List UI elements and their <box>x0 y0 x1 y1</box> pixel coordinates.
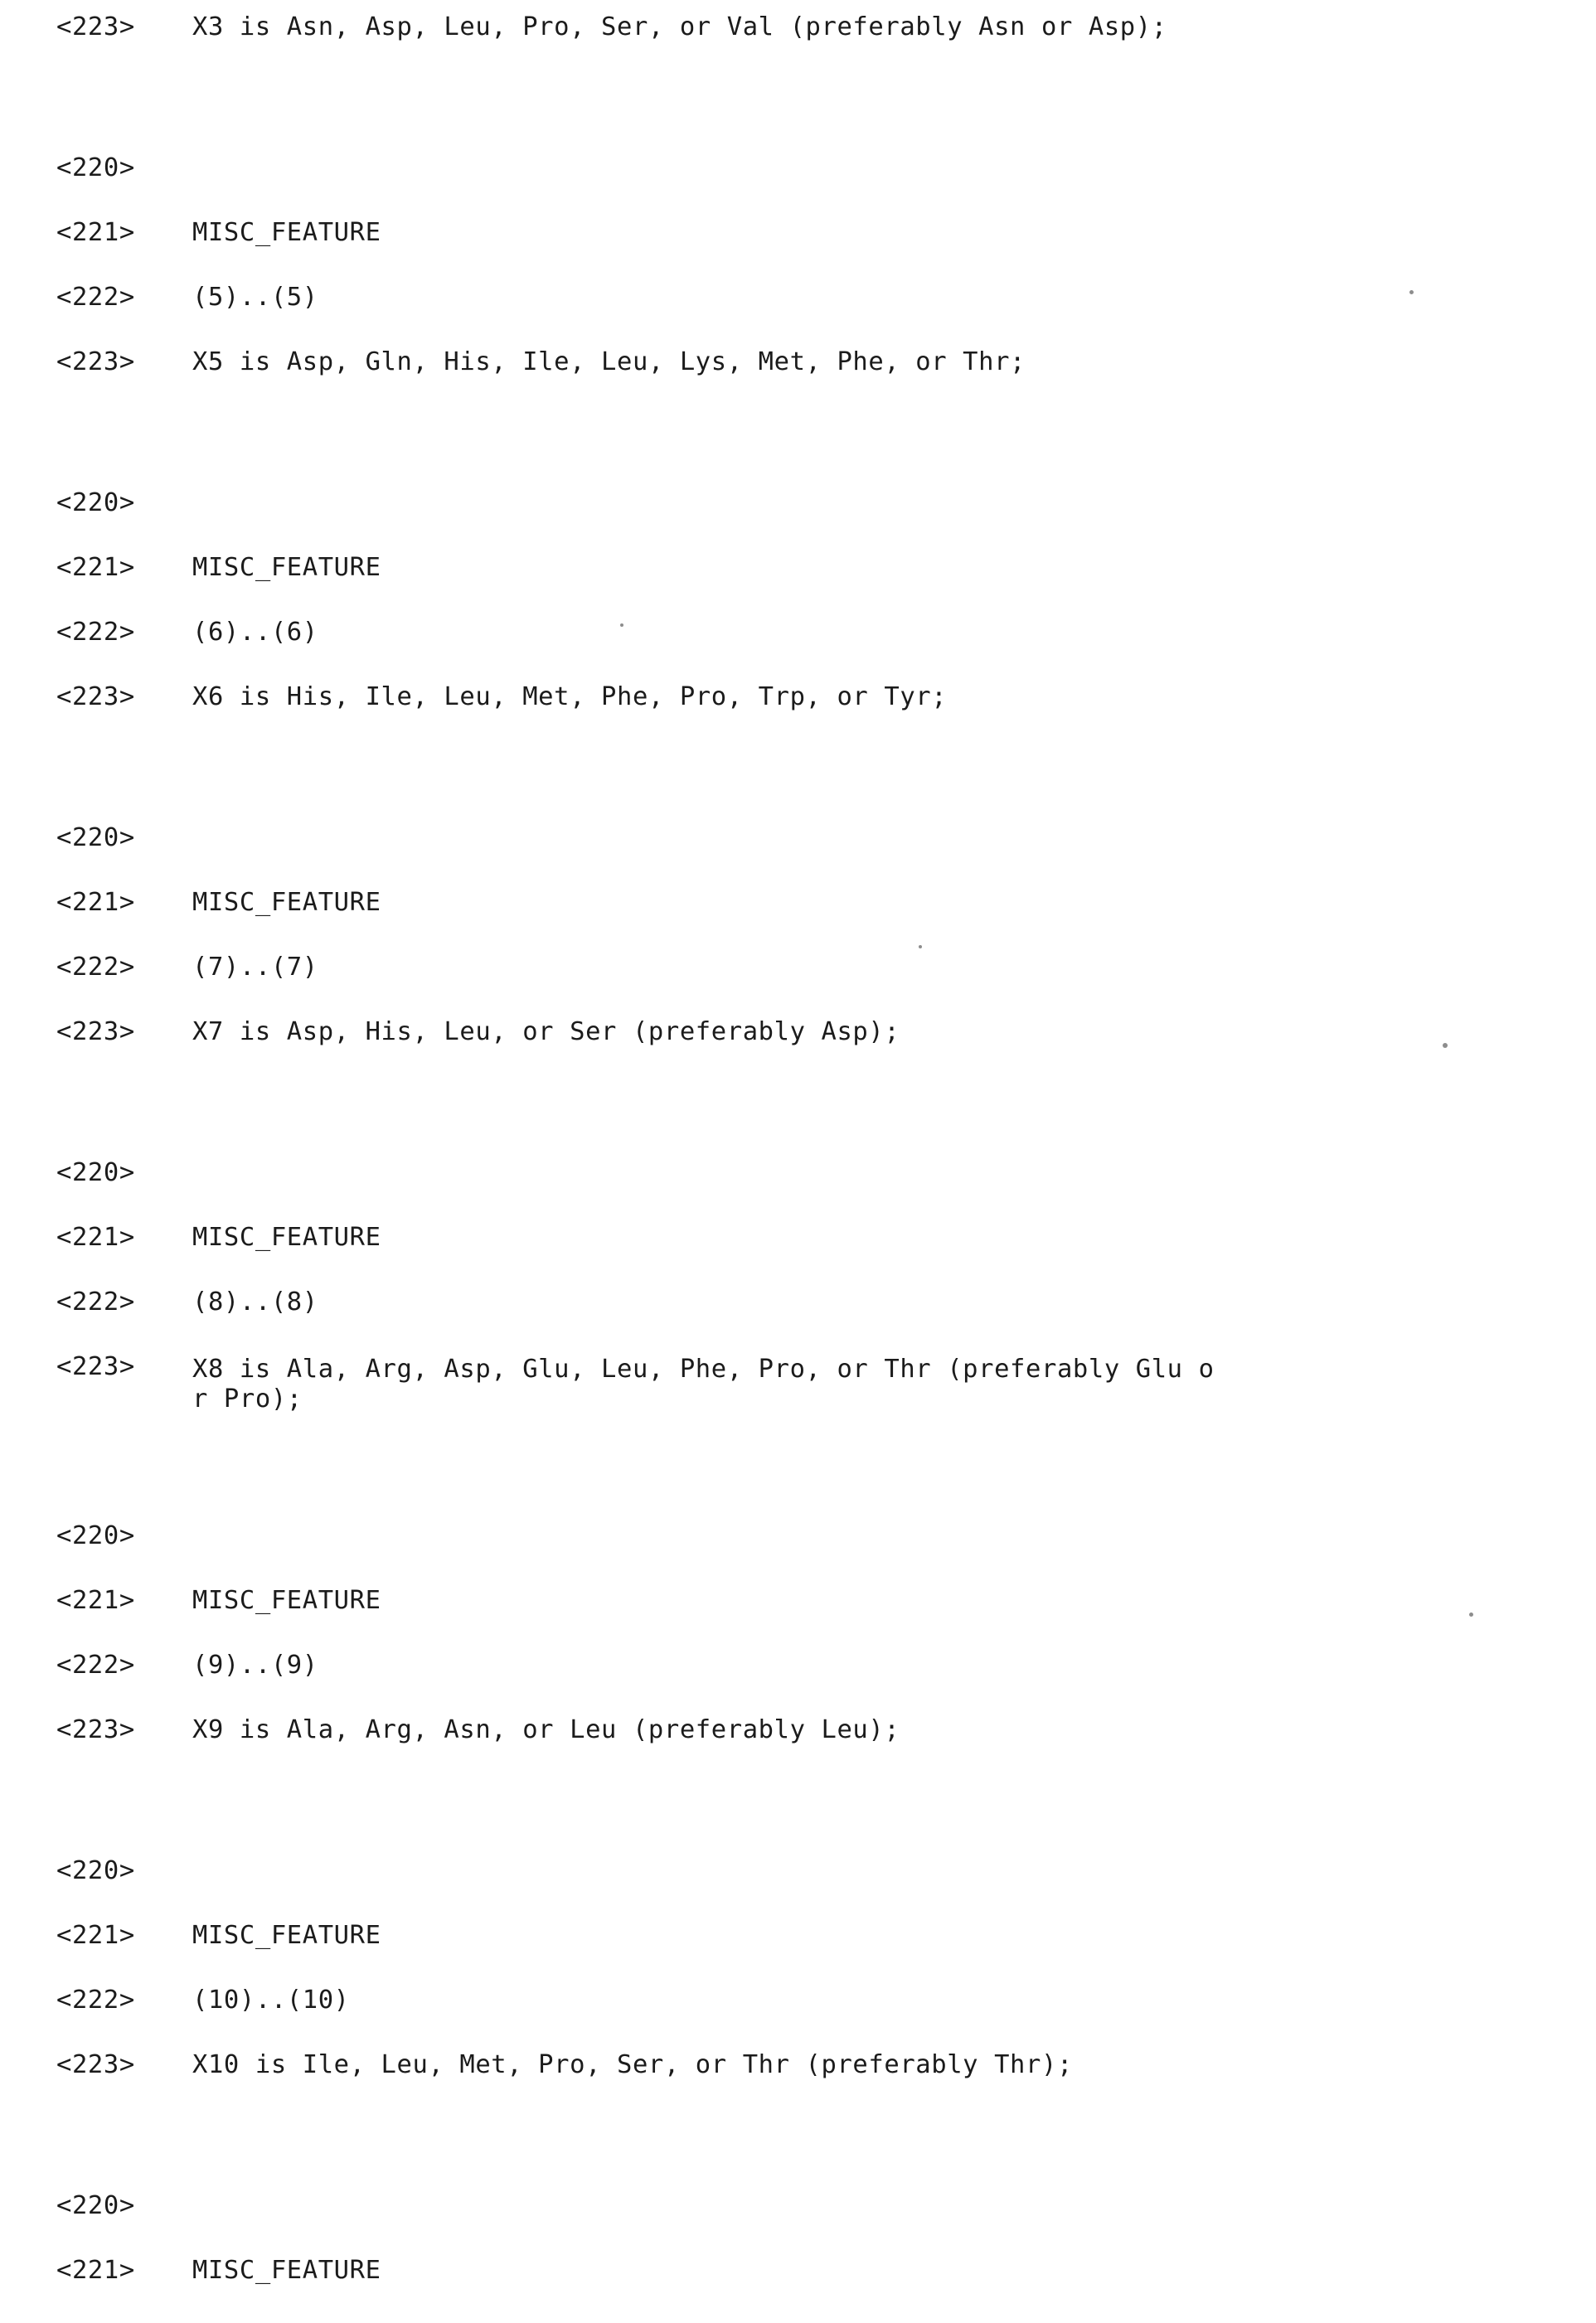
numeric-identifier: <222> <box>56 283 135 312</box>
listing-line <box>0 2258 1596 2323</box>
line-value: X3 is Asn, Asp, Leu, Pro, Ser, or Val (preferably Asn or Asp); <box>192 12 1167 41</box>
sequence-feature-entry <box>0 488 1596 749</box>
scan-speck <box>1443 1043 1448 1048</box>
numeric-identifier: <221> <box>56 1586 135 1615</box>
listing-line <box>0 1225 1596 1290</box>
entry-gap <box>0 749 1596 826</box>
numeric-identifier: <221> <box>56 218 135 247</box>
entry-gap <box>0 80 1596 156</box>
line-value: MISC_FEATURE <box>192 2256 381 2285</box>
numeric-identifier: <223> <box>56 12 135 41</box>
listing-line <box>0 2191 1596 2258</box>
numeric-identifier: <222> <box>56 953 135 982</box>
numeric-identifier: <222> <box>56 1288 135 1317</box>
listing-line <box>0 823 1596 890</box>
scan-speck <box>1469 1613 1473 1617</box>
numeric-identifier: <221> <box>56 888 135 917</box>
numeric-identifier: <222> <box>56 1651 135 1680</box>
line-value: MISC_FEATURE <box>192 1223 381 1252</box>
sequence-feature-entry <box>0 2191 1596 2323</box>
listing-line <box>0 1653 1596 1718</box>
line-value: X6 is His, Ile, Leu, Met, Phe, Pro, Trp, or Tyr; <box>192 682 948 711</box>
line-value: MISC_FEATURE <box>192 1921 381 1950</box>
listing-line <box>0 1158 1596 1225</box>
numeric-identifier: <220> <box>56 488 135 517</box>
numeric-identifier: <222> <box>56 1986 135 2015</box>
numeric-identifier: <221> <box>56 2256 135 2285</box>
numeric-identifier: <223> <box>56 682 135 711</box>
listing-line <box>0 555 1596 620</box>
listing-line <box>0 1923 1596 1988</box>
numeric-identifier: <223> <box>56 1715 135 1744</box>
listing-line <box>0 620 1596 685</box>
listing-line <box>0 1017 1596 1084</box>
listing-line <box>0 1988 1596 2053</box>
numeric-identifier: <222> <box>56 618 135 647</box>
listing-line <box>0 1856 1596 1923</box>
entry-gap <box>0 1782 1596 1859</box>
line-value: MISC_FEATURE <box>192 553 381 582</box>
listing-line <box>0 285 1596 350</box>
entry-gap <box>0 415 1596 491</box>
numeric-identifier: <220> <box>56 1856 135 1885</box>
listing-line <box>0 1521 1596 1588</box>
numeric-identifier: <221> <box>56 553 135 582</box>
line-value: X8 is Ala, Arg, Asp, Glu, Leu, Phe, Pro, or Thr (preferably Glu o r Pro); <box>192 1355 1215 1414</box>
sequence-listing-body <box>0 12 1596 2323</box>
line-value: X9 is Ala, Arg, Asn, or Leu (preferably Leu); <box>192 1715 900 1744</box>
numeric-identifier: <220> <box>56 2191 135 2220</box>
sequence-feature-entry <box>0 1158 1596 1448</box>
numeric-identifier: <220> <box>56 823 135 852</box>
line-value: X10 is Ile, Leu, Met, Pro, Ser, or Thr (preferably Thr); <box>192 2050 1073 2079</box>
listing-line <box>0 890 1596 955</box>
line-value: (9)..(9) <box>192 1651 318 1680</box>
line-value: X5 is Asp, Gln, His, Ile, Leu, Lys, Met, Phe, or Thr; <box>192 347 1026 376</box>
line-value: (5)..(5) <box>192 283 318 312</box>
line-value: (6)..(6) <box>192 618 318 647</box>
line-value: (8)..(8) <box>192 1288 318 1317</box>
numeric-identifier: <220> <box>56 153 135 182</box>
sequence-feature-entry <box>0 153 1596 415</box>
listing-line <box>0 153 1596 221</box>
numeric-identifier: <221> <box>56 1921 135 1950</box>
entry-gap <box>0 1084 1596 1161</box>
entry-gap <box>0 2117 1596 2194</box>
numeric-identifier: <220> <box>56 1158 135 1187</box>
scan-speck <box>919 945 922 948</box>
line-value: (7)..(7) <box>192 953 318 982</box>
scan-speck <box>620 623 623 627</box>
listing-line <box>0 218 1596 285</box>
listing-line <box>0 2050 1596 2117</box>
numeric-identifier: <221> <box>56 1223 135 1252</box>
line-value: X7 is Asp, His, Leu, or Ser (preferably Asp); <box>192 1017 900 1046</box>
listing-line <box>0 347 1596 415</box>
sequence-feature-entry <box>0 12 1596 80</box>
line-value: MISC_FEATURE <box>192 888 381 917</box>
listing-line <box>0 955 1596 1020</box>
listing-line <box>0 1352 1596 1448</box>
listing-line <box>0 682 1596 749</box>
numeric-identifier: <220> <box>56 1521 135 1550</box>
numeric-identifier: <223> <box>56 1352 135 1381</box>
listing-line <box>0 1715 1596 1782</box>
sequence-feature-entry <box>0 1856 1596 2117</box>
listing-line <box>0 1290 1596 1355</box>
line-value: (10)..(10) <box>192 1986 350 2015</box>
numeric-identifier: <223> <box>56 2050 135 2079</box>
line-value: MISC_FEATURE <box>192 218 381 247</box>
numeric-identifier: <223> <box>56 347 135 376</box>
sequence-feature-entry <box>0 823 1596 1084</box>
listing-line <box>0 488 1596 555</box>
scan-speck <box>1409 290 1414 294</box>
line-value: MISC_FEATURE <box>192 1586 381 1615</box>
sequence-feature-entry <box>0 1521 1596 1782</box>
listing-line <box>0 12 1596 80</box>
listing-line <box>0 1588 1596 1653</box>
numeric-identifier: <223> <box>56 1017 135 1046</box>
entry-gap <box>0 1448 1596 1524</box>
